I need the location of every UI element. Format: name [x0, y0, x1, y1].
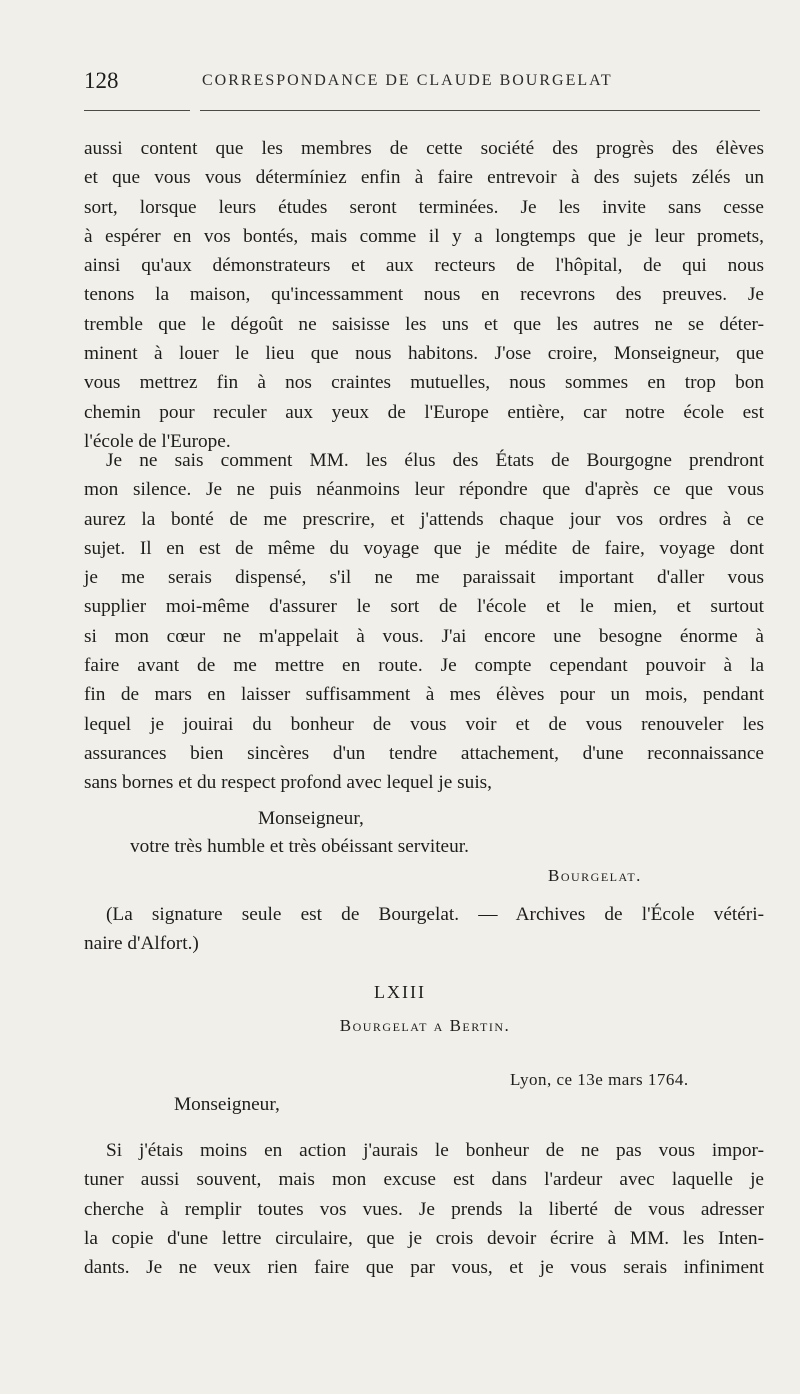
closing-salutation: Monseigneur, — [258, 808, 364, 829]
text-line: lequel je jouirai du bonheur de vous voir et de vous renouveler les — [84, 713, 764, 735]
text-line: aurez la bonté de me prescrire, et j'attends chaque jour vos ordres à ce — [84, 508, 764, 530]
closing-formula: votre très humble et très obéissant serviteur. — [130, 836, 469, 857]
letter-paragraph — [84, 1136, 764, 1282]
text-line: tenons la maison, qu'incessamment nous en recevrons des preuves. Je — [84, 284, 764, 306]
text-line: ainsi qu'aux démonstrateurs et aux recteurs de l'hôpital, de qui nous — [84, 255, 764, 277]
text-line: Je ne sais comment MM. les élus des États de Bourgogne prendront — [106, 450, 764, 471]
text-line: sujet. Il en est de même du voyage que je médite de faire, voyage dont — [84, 537, 764, 559]
text-line: chemin pour reculer aux yeux de l'Europe entière, car notre école est — [84, 401, 764, 423]
letter-number: LXIII — [374, 982, 426, 1002]
letter-paragraph-1 — [84, 134, 764, 456]
page-header — [84, 64, 760, 96]
text-line: tuner aussi souvent, mais mon excuse est dans l'ardeur avec laquelle je — [84, 1169, 764, 1191]
text-line: naire d'Alfort.) — [84, 933, 199, 955]
text-line: aussi content que les membres de cette société des progrès des élèves — [84, 138, 764, 159]
text-line: (La signature seule est de Bourgelat. — Archives de l'École vétéri- — [106, 904, 764, 925]
text-line: Si j'étais moins en action j'aurais le bonheur de ne pas vous impor- — [106, 1140, 764, 1161]
dateline: Lyon, ce 13e mars 1764. — [510, 1070, 689, 1089]
text-line: tremble que le dégoût ne saisisse les uns et que les autres ne se déter- — [84, 313, 764, 335]
text-line: sort, lorsque leurs études seront terminées. Je les invite sans cesse — [84, 196, 764, 218]
text-line: je me serais dispensé, s'il ne me paraissait important d'aller vous — [84, 567, 764, 589]
signature: Bourgelat. — [548, 866, 642, 885]
text-line: minent à louer le lieu que nous habitons. J'ose croire, Monseigneur, que — [84, 343, 764, 365]
text-line: mon silence. Je ne puis néanmoins leur répondre que d'après ce que vous — [84, 479, 764, 501]
text-line: et que vous vous détermíniez enfin à faire entrevoir à des sujets zélés un — [84, 167, 764, 189]
text-line: dants. Je ne veux rien faire que par vous, et je vous serais infiniment — [84, 1257, 764, 1279]
text-line: fin de mars en laisser suffisamment à mes élèves pour un mois, pendant — [84, 684, 764, 706]
letter-title: Bourgelat a Bertin. — [339, 1016, 511, 1035]
text-line: la copie d'une lettre circulaire, que je crois devoir écrire à MM. les Inten- — [84, 1227, 764, 1249]
letter-salutation: Monseigneur, — [174, 1094, 280, 1115]
text-line: sans bornes et du respect profond avec lequel je suis, — [84, 772, 492, 794]
text-line: l'école de l'Europe. — [84, 430, 231, 452]
running-title: CORRESPONDANCE DE CLAUDE BOURGELAT — [202, 72, 613, 89]
text-line: si mon cœur ne m'appelait à vous. J'ai encore une besogne énorme à — [84, 625, 764, 647]
text-line: assurances bien sincères d'un tendre attachement, d'une reconnaissance — [84, 742, 764, 764]
text-line: faire avant de me mettre en route. Je compte cependant pouvoir à la — [84, 655, 764, 677]
text-line: à espérer en vos bontés, mais comme il y a longtemps que je leur promets, — [84, 225, 764, 247]
header-rule-right — [200, 110, 760, 111]
text-line: supplier moi-même d'assurer le sort de l'école et le mien, et surtout — [84, 596, 764, 618]
page-number: 128 — [84, 68, 119, 93]
source-note — [84, 900, 764, 959]
text-line: cherche à remplir toutes vos vues. Je prends la liberté de vous adresser — [84, 1198, 764, 1220]
letter-paragraph-2 — [84, 446, 764, 798]
text-line: vous mettrez fin à nos craintes mutuelles, nous sommes en trop bon — [84, 372, 764, 394]
header-rule-left — [84, 110, 190, 111]
